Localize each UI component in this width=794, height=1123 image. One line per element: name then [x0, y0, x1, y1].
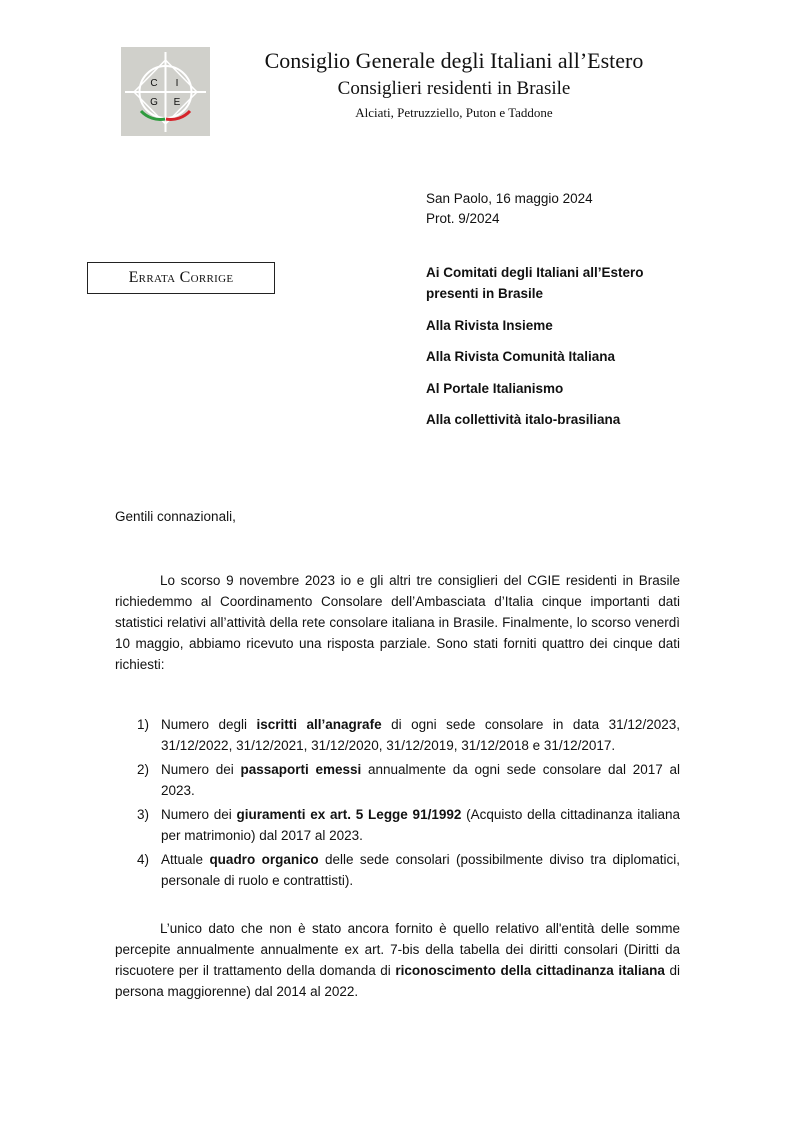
place-date: San Paolo, 16 maggio 2024: [426, 191, 593, 206]
list-item-text: (Acquisto della cittadinanza italiana per matrimonio) dal 2017 al 2023.: [161, 807, 680, 843]
protocol-number: Prot. 9/2024: [426, 211, 500, 226]
logo-letter-i: I: [175, 78, 179, 89]
logo-letter-e: E: [173, 97, 181, 108]
recipient-portale: Al Portale Italianismo: [426, 381, 564, 396]
logo-letter-c: C: [150, 78, 158, 89]
intro-paragraph: Lo scorso 9 novembre 2023 io e gli altri tre consiglieri del CGIE residenti in Brasile richiedemmo al Coordinamento Consolare dell’Ambasciata d’Italia cinque importanti dati statistici relativi all’attività della rete consolare italiana in Brasile. Finalmente, lo scorso venerdì 10 maggio, abbiamo ricevuto una risposta parziale. Sono stati forniti quattro dei cinque dati richiesti:: [115, 573, 680, 672]
list-item-number: 3): [137, 807, 150, 822]
cgie-logo: [121, 47, 210, 136]
list-item-number: 2): [137, 762, 150, 777]
closing-paragraph: [115, 918, 680, 1002]
list-item: [115, 714, 680, 756]
list-item: [115, 804, 680, 846]
organization-subtitle: Consiglieri residenti in Brasile: [337, 78, 571, 99]
list-item-text: annualmente da ogni sede consolare dal 2017 al 2023.: [161, 762, 680, 798]
list-item-highlight: passaporti emessi: [240, 762, 362, 777]
list-item-text: Attuale: [161, 852, 210, 867]
organization-title: Consiglio Generale degli Italiani all’Estero: [264, 48, 644, 73]
list-item-number: 1): [137, 717, 150, 732]
recipient-collettivita: Alla collettività italo-brasiliana: [426, 412, 621, 427]
list-item: [115, 759, 680, 801]
list-item-text: Numero dei: [161, 762, 241, 777]
greeting: Gentili connazionali,: [115, 509, 236, 524]
recipient-rivista-insieme: Alla Rivista Insieme: [426, 318, 553, 333]
closing-text: L’unico dato che non è stato ancora fornito è quello relativo all'entità delle somme percepite annualmente annualmente ex art. 7-bis della tabella dei diritti consolari (Diritti da riscuotere per il trattamento della domanda di: [115, 921, 680, 978]
list-item-highlight: iscritti all’anagrafe: [256, 717, 382, 732]
errata-corrige-label: Errata Corrige: [128, 269, 234, 286]
list-item-highlight: quadro organico: [209, 852, 319, 867]
list-item-number: 4): [137, 852, 150, 867]
recipient-comitati: Ai Comitati degli Italiani all’Estero presenti in Brasile: [426, 265, 644, 301]
council-members: Alciati, Petruzziello, Puton e Taddone: [355, 105, 553, 120]
errata-corrige-box: [87, 262, 275, 294]
closing-text: di persona maggiorenne) dal 2014 al 2022.: [115, 963, 680, 999]
recipient-rivista-comunita: Alla Rivista Comunità Italiana: [426, 349, 616, 364]
list-item-text: di ogni sede consolare in data 31/12/2023, 31/12/2022, 31/12/2021, 31/12/2020, 31/12/2019, 31/12/2018 e 31/12/2017.: [161, 717, 680, 753]
list-item: [115, 849, 680, 891]
list-item-text: Numero degli: [161, 717, 257, 732]
list-item-text: Numero dei: [161, 807, 237, 822]
requested-data-list: [115, 714, 680, 894]
list-item-text: delle sede consolari (possibilmente diviso tra diplomatici, personale di ruolo e contrattisti).: [161, 852, 681, 888]
closing-highlight: riconoscimento della cittadinanza italiana: [395, 963, 665, 978]
logo-letter-g: G: [150, 97, 158, 108]
list-item-highlight: giuramenti ex art. 5 Legge 91/1992: [236, 807, 462, 822]
